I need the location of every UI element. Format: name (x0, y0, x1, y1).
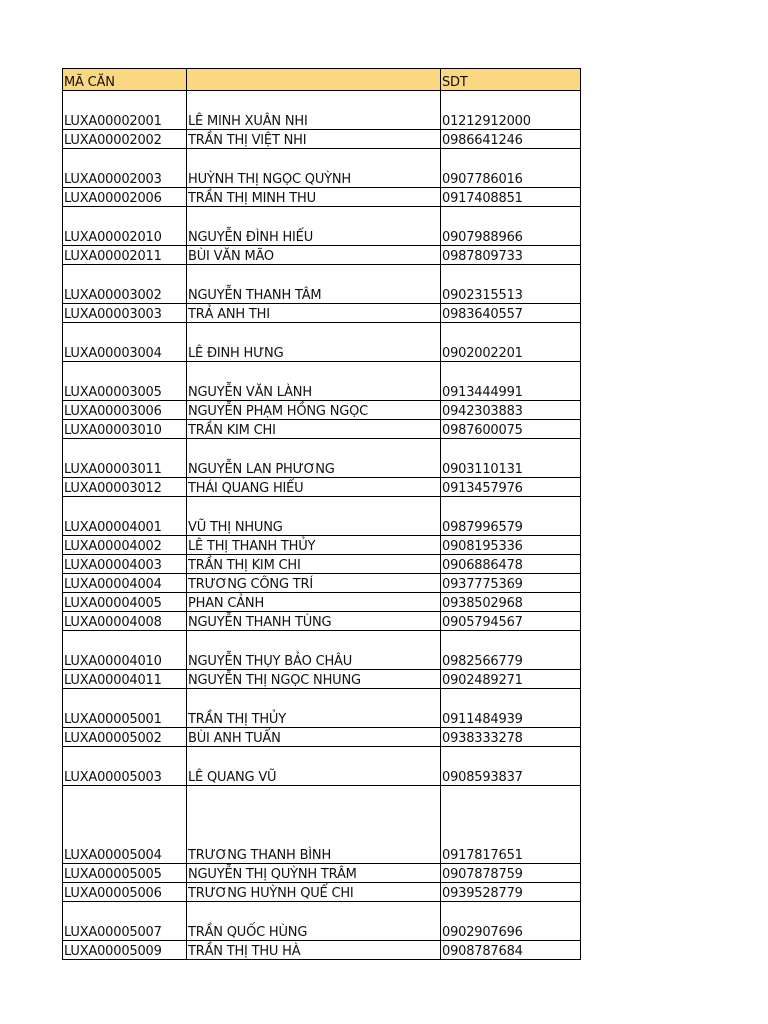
cell-code[interactable]: LUXA00005004 (63, 786, 187, 864)
table-row (63, 747, 581, 786)
cell-phone[interactable]: 0908195336 (441, 536, 581, 555)
cell-code[interactable]: LUXA00004010 (63, 631, 187, 670)
header-code[interactable]: MÃ CĂN (63, 69, 187, 91)
header-phone[interactable]: SDT (441, 69, 581, 91)
cell-code[interactable]: LUXA00004004 (63, 574, 187, 593)
cell-code[interactable]: LUXA00003012 (63, 478, 187, 497)
table-row (63, 631, 581, 670)
cell-name[interactable]: NGUYỄN ĐÌNH HIẾU (187, 207, 441, 246)
cell-phone[interactable]: 0938333278 (441, 728, 581, 747)
cell-name[interactable]: TRẦN THỊ THU HÀ (187, 941, 441, 960)
cell-code[interactable]: LUXA00004011 (63, 670, 187, 689)
cell-phone[interactable]: 0905794567 (441, 612, 581, 631)
table-row (63, 246, 581, 265)
cell-phone[interactable]: 0902489271 (441, 670, 581, 689)
cell-code[interactable]: LUXA00003006 (63, 401, 187, 420)
table-row (63, 265, 581, 304)
cell-name[interactable]: NGUYỄN THỊ QUỲNH TRÂM (187, 864, 441, 883)
cell-name[interactable]: NGUYỄN THANH TÙNG (187, 612, 441, 631)
cell-phone[interactable]: 0942303883 (441, 401, 581, 420)
table-row (63, 149, 581, 188)
cell-name[interactable]: TRẦN THỊ VIỆT NHI (187, 130, 441, 149)
table-row (63, 941, 581, 960)
cell-phone[interactable]: 01212912000 (441, 91, 581, 130)
cell-phone[interactable]: 0907878759 (441, 864, 581, 883)
cell-name[interactable]: TRẦN KIM CHI (187, 420, 441, 439)
table-row (63, 612, 581, 631)
cell-name[interactable]: TRẦN THỊ THỦY (187, 689, 441, 728)
cell-name[interactable]: THÁI QUANG HIẾU (187, 478, 441, 497)
cell-phone[interactable]: 0917408851 (441, 188, 581, 207)
cell-name[interactable]: LÊ MINH XUÂN NHI (187, 91, 441, 130)
table-row (63, 130, 581, 149)
cell-code[interactable]: LUXA00002002 (63, 130, 187, 149)
cell-code[interactable]: LUXA00002003 (63, 149, 187, 188)
table-row (63, 555, 581, 574)
cell-name[interactable]: NGUYỄN THANH TÂM (187, 265, 441, 304)
cell-phone[interactable]: 0903110131 (441, 439, 581, 478)
cell-code[interactable]: LUXA00004002 (63, 536, 187, 555)
table-row (63, 536, 581, 555)
cell-name[interactable]: LÊ ĐINH HƯNG (187, 323, 441, 362)
header-row (63, 69, 581, 91)
table-row (63, 304, 581, 323)
cell-phone[interactable]: 0987809733 (441, 246, 581, 265)
cell-phone[interactable]: 0987600075 (441, 420, 581, 439)
cell-code[interactable]: LUXA00002006 (63, 188, 187, 207)
table-row (63, 420, 581, 439)
contact-table (62, 68, 581, 960)
cell-phone[interactable]: 0937775369 (441, 574, 581, 593)
cell-phone[interactable]: 0902002201 (441, 323, 581, 362)
table-row (63, 439, 581, 478)
table-body (63, 91, 581, 960)
table-row (63, 574, 581, 593)
cell-name[interactable]: TRẦN THỊ KIM CHI (187, 555, 441, 574)
cell-code[interactable]: LUXA00004005 (63, 593, 187, 612)
header-name[interactable] (187, 69, 441, 91)
cell-name[interactable]: TRƯƠNG HUỲNH QUẾ CHI (187, 883, 441, 902)
cell-code[interactable]: LUXA00003002 (63, 265, 187, 304)
table-row (63, 91, 581, 130)
cell-code[interactable]: LUXA00004008 (63, 612, 187, 631)
cell-phone[interactable]: 0987996579 (441, 497, 581, 536)
cell-name[interactable]: BÙI ANH TUẤN (187, 728, 441, 747)
cell-code[interactable]: LUXA00002001 (63, 91, 187, 130)
table-row (63, 207, 581, 246)
table-row (63, 864, 581, 883)
cell-name[interactable]: NGUYỄN PHẠM HỒNG NGỌC (187, 401, 441, 420)
table-row (63, 883, 581, 902)
cell-phone[interactable]: 0906886478 (441, 555, 581, 574)
table-row (63, 689, 581, 728)
cell-name[interactable]: LÊ QUANG VŨ (187, 747, 441, 786)
cell-name[interactable]: BÙI VĂN MÃO (187, 246, 441, 265)
cell-name[interactable]: NGUYỄN THỤY BẢO CHÂU (187, 631, 441, 670)
cell-phone[interactable]: 0907988966 (441, 207, 581, 246)
cell-code[interactable]: LUXA00004001 (63, 497, 187, 536)
table-row (63, 593, 581, 612)
table-row (63, 497, 581, 536)
table-row (63, 786, 581, 864)
cell-code[interactable]: LUXA00005007 (63, 902, 187, 941)
spreadsheet (62, 68, 580, 960)
cell-phone[interactable]: 0939528779 (441, 883, 581, 902)
cell-name[interactable]: TRƯƠNG THANH BÌNH (187, 786, 441, 864)
cell-name[interactable]: TRẦN QUỐC HÙNG (187, 902, 441, 941)
cell-phone[interactable]: 0986641246 (441, 130, 581, 149)
cell-phone[interactable]: 0917817651 (441, 786, 581, 864)
cell-code[interactable]: LUXA00005001 (63, 689, 187, 728)
cell-name[interactable]: LÊ THỊ THANH THỦY (187, 536, 441, 555)
table-row (63, 323, 581, 362)
cell-name[interactable]: PHAN CẢNH (187, 593, 441, 612)
cell-phone[interactable]: 0913457976 (441, 478, 581, 497)
cell-phone[interactable]: 0908787684 (441, 941, 581, 960)
cell-code[interactable]: LUXA00005003 (63, 747, 187, 786)
cell-code[interactable]: LUXA00003011 (63, 439, 187, 478)
cell-name[interactable]: VŨ THỊ NHUNG (187, 497, 441, 536)
cell-phone[interactable]: 0902907696 (441, 902, 581, 941)
cell-name[interactable]: NGUYỄN VĂN LÀNH (187, 362, 441, 401)
table-row (63, 401, 581, 420)
cell-phone[interactable]: 0983640557 (441, 304, 581, 323)
cell-code[interactable]: LUXA00003003 (63, 304, 187, 323)
cell-name[interactable]: TRƯƠNG CÔNG TRÍ (187, 574, 441, 593)
cell-phone[interactable]: 0911484939 (441, 689, 581, 728)
table-row (63, 362, 581, 401)
cell-code[interactable]: LUXA00002010 (63, 207, 187, 246)
cell-code[interactable]: LUXA00005005 (63, 864, 187, 883)
cell-code[interactable]: LUXA00005006 (63, 883, 187, 902)
cell-phone[interactable]: 0982566779 (441, 631, 581, 670)
table-row (63, 902, 581, 941)
table-row (63, 188, 581, 207)
cell-name[interactable]: HUỲNH THỊ NGỌC QUỲNH (187, 149, 441, 188)
cell-name[interactable]: NGUYỄN THỊ NGỌC NHUNG (187, 670, 441, 689)
table-row (63, 728, 581, 747)
cell-name[interactable]: TRẢ ANH THI (187, 304, 441, 323)
table-row (63, 478, 581, 497)
cell-phone[interactable]: 0907786016 (441, 149, 581, 188)
cell-code[interactable]: LUXA00003004 (63, 323, 187, 362)
cell-code[interactable]: LUXA00005002 (63, 728, 187, 747)
cell-name[interactable]: TRẦN THỊ MINH THU (187, 188, 441, 207)
cell-phone[interactable]: 0908593837 (441, 747, 581, 786)
cell-code[interactable]: LUXA00003005 (63, 362, 187, 401)
cell-code[interactable]: LUXA00003010 (63, 420, 187, 439)
cell-code[interactable]: LUXA00002011 (63, 246, 187, 265)
cell-phone[interactable]: 0902315513 (441, 265, 581, 304)
cell-code[interactable]: LUXA00005009 (63, 941, 187, 960)
cell-name[interactable]: NGUYỄN LAN PHƯƠNG (187, 439, 441, 478)
table-row (63, 670, 581, 689)
cell-phone[interactable]: 0938502968 (441, 593, 581, 612)
cell-phone[interactable]: 0913444991 (441, 362, 581, 401)
cell-code[interactable]: LUXA00004003 (63, 555, 187, 574)
